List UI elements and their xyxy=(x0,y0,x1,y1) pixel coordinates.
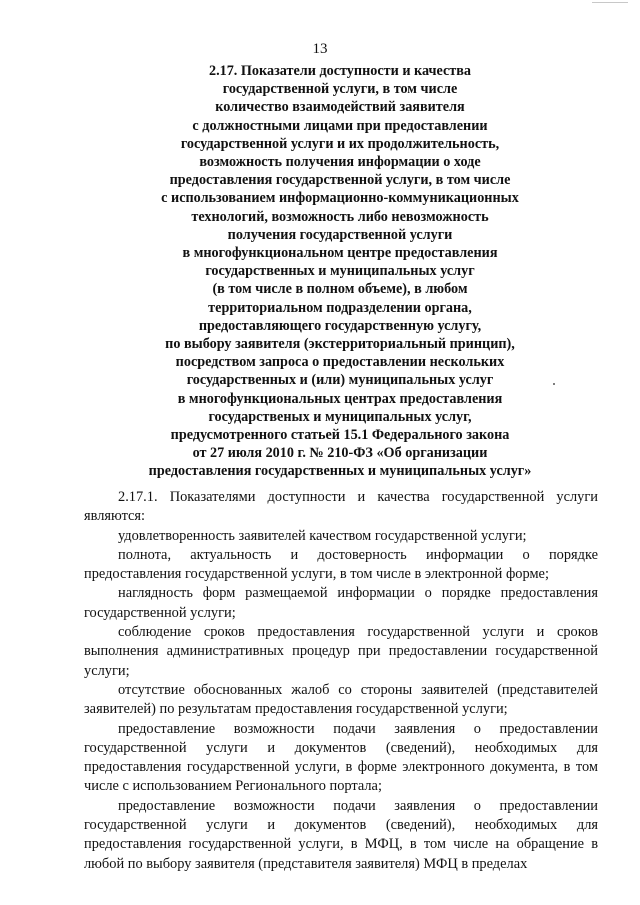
heading-line: в многофункциональных центрах предоставления xyxy=(177,390,503,407)
paragraph: удовлетворенность заявителей качеством государственной услуги; xyxy=(118,527,527,544)
heading-line: от 27 июля 2010 г. № 210-ФЗ «Об организации xyxy=(192,445,488,462)
heading-line: (в том числе в полном объеме), в любом xyxy=(212,281,468,298)
heading-line: предоставляющего государственную услугу, xyxy=(198,317,482,334)
heading-line: государственной услуги и их продолжительность, xyxy=(180,135,500,152)
paragraph: отсутствие обоснованных жалоб со стороны заявителей (представителей заявителей) по результатам предоставления государственной услуги; xyxy=(84,681,598,718)
heading-line: государственной услуги, в том числе xyxy=(222,81,458,98)
scan-edge-line xyxy=(592,2,628,3)
heading-line: с должностными лицами при предоставлении xyxy=(192,117,488,134)
paragraph: наглядность форм размещаемой информации о порядке предоставления государственной услуги; xyxy=(84,585,598,621)
heading-line: по выбору заявителя (экстерриториальный принцип), xyxy=(165,336,515,353)
paragraph: полнота, актуальность и достоверность информации о порядке предоставления государственной услуги, в том числе в электронной форме; xyxy=(84,546,598,583)
paragraph: 2.17.1. Показателями доступности и качества государственной услуги являются: xyxy=(84,489,598,525)
heading-line: государственных и муниципальных услуг xyxy=(205,263,475,280)
heading-line: получения государственной услуги xyxy=(227,226,453,243)
section-heading xyxy=(100,62,580,481)
heading-line: в многофункциональном центре предоставления xyxy=(182,245,498,262)
paragraph: предоставление возможности подачи заявления о предоставлении государственной услуги и документов (сведений), необходимых для предоставления государственной услуги, в форме электронного документа, в том числе с использованием Регионального портала; xyxy=(84,720,598,795)
heading-line: предусмотренного статьей 15.1 Федерального закона xyxy=(170,427,510,444)
heading-line: предоставления государственных и муниципальных услуг» xyxy=(148,463,532,480)
paragraph: соблюдение сроков предоставления государственной услуги и сроков выполнения административных процедур при предоставлении государственной услуги; xyxy=(84,624,598,679)
heading-line: 2.17. Показатели доступности и качества xyxy=(208,63,472,79)
heading-line: территориальном подразделении органа, xyxy=(208,299,472,316)
heading-line: государственных и (или) муниципальных услуг xyxy=(186,372,494,389)
heading-line: технологий, возможность либо невозможность xyxy=(191,208,489,225)
heading-line: государственых и муниципальных услуг, xyxy=(208,408,472,425)
heading-line: с использованием информационно-коммуникационных xyxy=(161,190,519,207)
heading-line: предоставления государственной услуги, в том числе xyxy=(169,172,511,189)
heading-line: посредством запроса о предоставлении нескольких xyxy=(175,354,505,371)
heading-line: возможность получения информации о ходе xyxy=(199,154,481,171)
paragraph: предоставление возможности подачи заявления о предоставлении государственной услуги и документов (сведений), необходимых для предоставления государственной услуги, в МФЦ, в том числе на обращение в любой по выбору заявителя (представителя заявителя) МФЦ в пределах xyxy=(84,797,598,872)
heading-line: количество взаимодействий заявителя xyxy=(215,99,465,116)
page-number: 13 xyxy=(312,41,328,57)
body-text xyxy=(84,488,598,874)
